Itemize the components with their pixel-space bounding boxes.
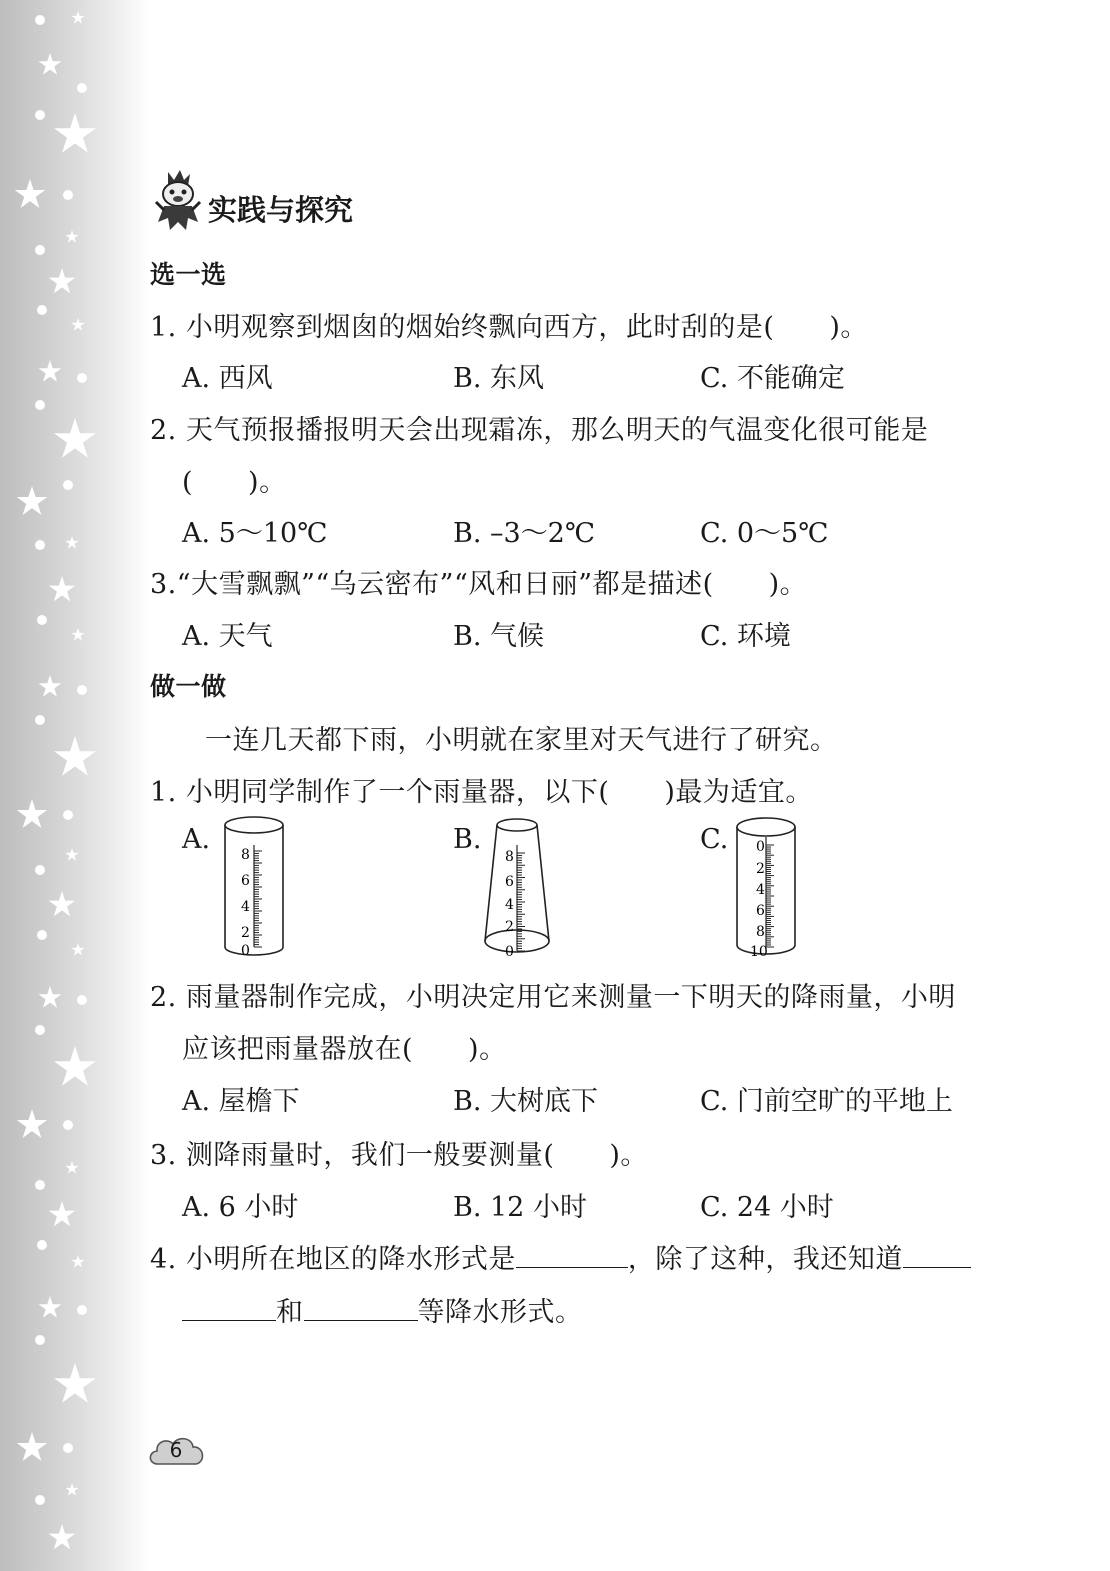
page-number: 6 <box>169 1438 183 1462</box>
select-q3-option-c[interactable]: C. 环境 <box>700 621 791 652</box>
fill-blank-2b[interactable] <box>182 1298 276 1321</box>
gauge-c-tick-label: 6 <box>756 903 765 919</box>
rain-gauge-a[interactable] <box>222 815 292 960</box>
select-heading: 选一选 <box>150 260 227 289</box>
do-q2-option-a[interactable]: A. 屋檐下 <box>182 1086 300 1117</box>
do-q1-option-b[interactable]: B. <box>453 824 482 855</box>
do-heading: 做一做 <box>150 672 227 701</box>
do-q1-option-a[interactable]: A. <box>182 824 211 855</box>
select-q2-text: 2. 天气预报播报明天会出现霜冻，那么明天的气温变化很可能是 <box>150 415 929 446</box>
do-q2-option-c[interactable]: C. 门前空旷的平地上 <box>700 1086 953 1117</box>
gauge-a-tick-label: 2 <box>241 925 250 941</box>
do-q4-part4: 等降水形式。 <box>417 1297 583 1328</box>
do-q1-option-c[interactable]: C. <box>700 824 729 855</box>
do-q3-text: 3. 测降雨量时，我们一般要测量( )。 <box>150 1140 648 1171</box>
select-q2-option-c[interactable]: C. 0～5℃ <box>700 518 829 549</box>
gauge-a-tick-label: 6 <box>241 873 250 889</box>
do-q3-option-b[interactable]: B. 12 小时 <box>453 1192 587 1223</box>
gauge-b-tick-label: 0 <box>505 944 514 960</box>
mascot-icon <box>150 166 206 236</box>
select-q3-option-a[interactable]: A. 天气 <box>182 621 273 652</box>
select-q3-option-b[interactable]: B. 气候 <box>453 621 545 652</box>
gauge-a-tick-label: 8 <box>241 847 250 863</box>
gauge-b-tick-label: 8 <box>505 849 514 865</box>
do-q1-text: 1. 小明同学制作了一个雨量器，以下( )最为适宜。 <box>150 777 813 808</box>
gauge-c-tick-label: 10 <box>750 944 768 960</box>
gauge-c-tick-label: 8 <box>756 924 765 940</box>
select-q3-text: 3.“大雪飘飘”“乌云密布”“风和日丽”都是描述( )。 <box>150 569 808 600</box>
do-intro: 一连几天都下雨，小明就在家里对天气进行了研究。 <box>205 725 838 756</box>
section-title: 实践与探究 <box>208 193 354 227</box>
gauge-c-tick-label: 2 <box>756 861 765 877</box>
do-q2-text: 2. 雨量器制作完成，小明决定用它来测量一下明天的降雨量，小明 <box>150 982 956 1013</box>
gauge-a-tick-label: 4 <box>241 899 250 915</box>
do-q2-option-b[interactable]: B. 大树底下 <box>453 1086 599 1117</box>
gauge-c-tick-label: 0 <box>756 839 765 855</box>
do-q4-part2: ，除了这种，我还知道 <box>627 1244 903 1275</box>
do-q2-text-cont: 应该把雨量器放在( )。 <box>182 1034 507 1065</box>
star-dots-decoration <box>0 0 150 1571</box>
rain-gauge-b[interactable] <box>482 815 552 960</box>
gauge-b-scale <box>517 853 525 951</box>
do-q4-line2 <box>182 1290 583 1329</box>
select-q2-text-cont: ( )。 <box>182 467 287 498</box>
select-q1-option-b[interactable]: B. 东风 <box>453 363 545 394</box>
decorative-sidebar <box>0 0 150 1571</box>
gauge-c-scale <box>766 845 774 947</box>
do-q3-option-a[interactable]: A. 6 小时 <box>182 1192 299 1223</box>
gauge-c-tick-label: 4 <box>756 882 765 898</box>
do-q4-part3: 和 <box>276 1297 304 1328</box>
do-q3-option-c[interactable]: C. 24 小时 <box>700 1192 834 1223</box>
fill-blank-1[interactable] <box>516 1245 628 1268</box>
select-q1-option-a[interactable]: A. 西风 <box>182 363 273 394</box>
do-q4-line1 <box>150 1237 971 1276</box>
gauge-a-scale <box>254 851 262 947</box>
fill-blank-3[interactable] <box>304 1298 418 1321</box>
select-q1-text: 1. 小明观察到烟囱的烟始终飘向西方，此时刮的是( )。 <box>150 312 868 343</box>
select-q1-option-c[interactable]: C. 不能确定 <box>700 363 845 394</box>
fill-blank-2a[interactable] <box>903 1245 971 1268</box>
select-q2-option-a[interactable]: A. 5～10℃ <box>182 518 328 549</box>
do-q4-part1: 4. 小明所在地区的降水形式是 <box>150 1244 516 1275</box>
select-q2-option-b[interactable]: B. –3～2℃ <box>453 518 596 549</box>
page-number-badge <box>146 1432 210 1472</box>
gauge-b-tick-label: 2 <box>505 919 514 935</box>
gauge-a-tick-label: 0 <box>241 943 250 959</box>
gauge-b-tick-label: 6 <box>505 874 514 890</box>
rain-gauge-c[interactable] <box>734 815 804 960</box>
gauge-b-tick-label: 4 <box>505 897 514 913</box>
